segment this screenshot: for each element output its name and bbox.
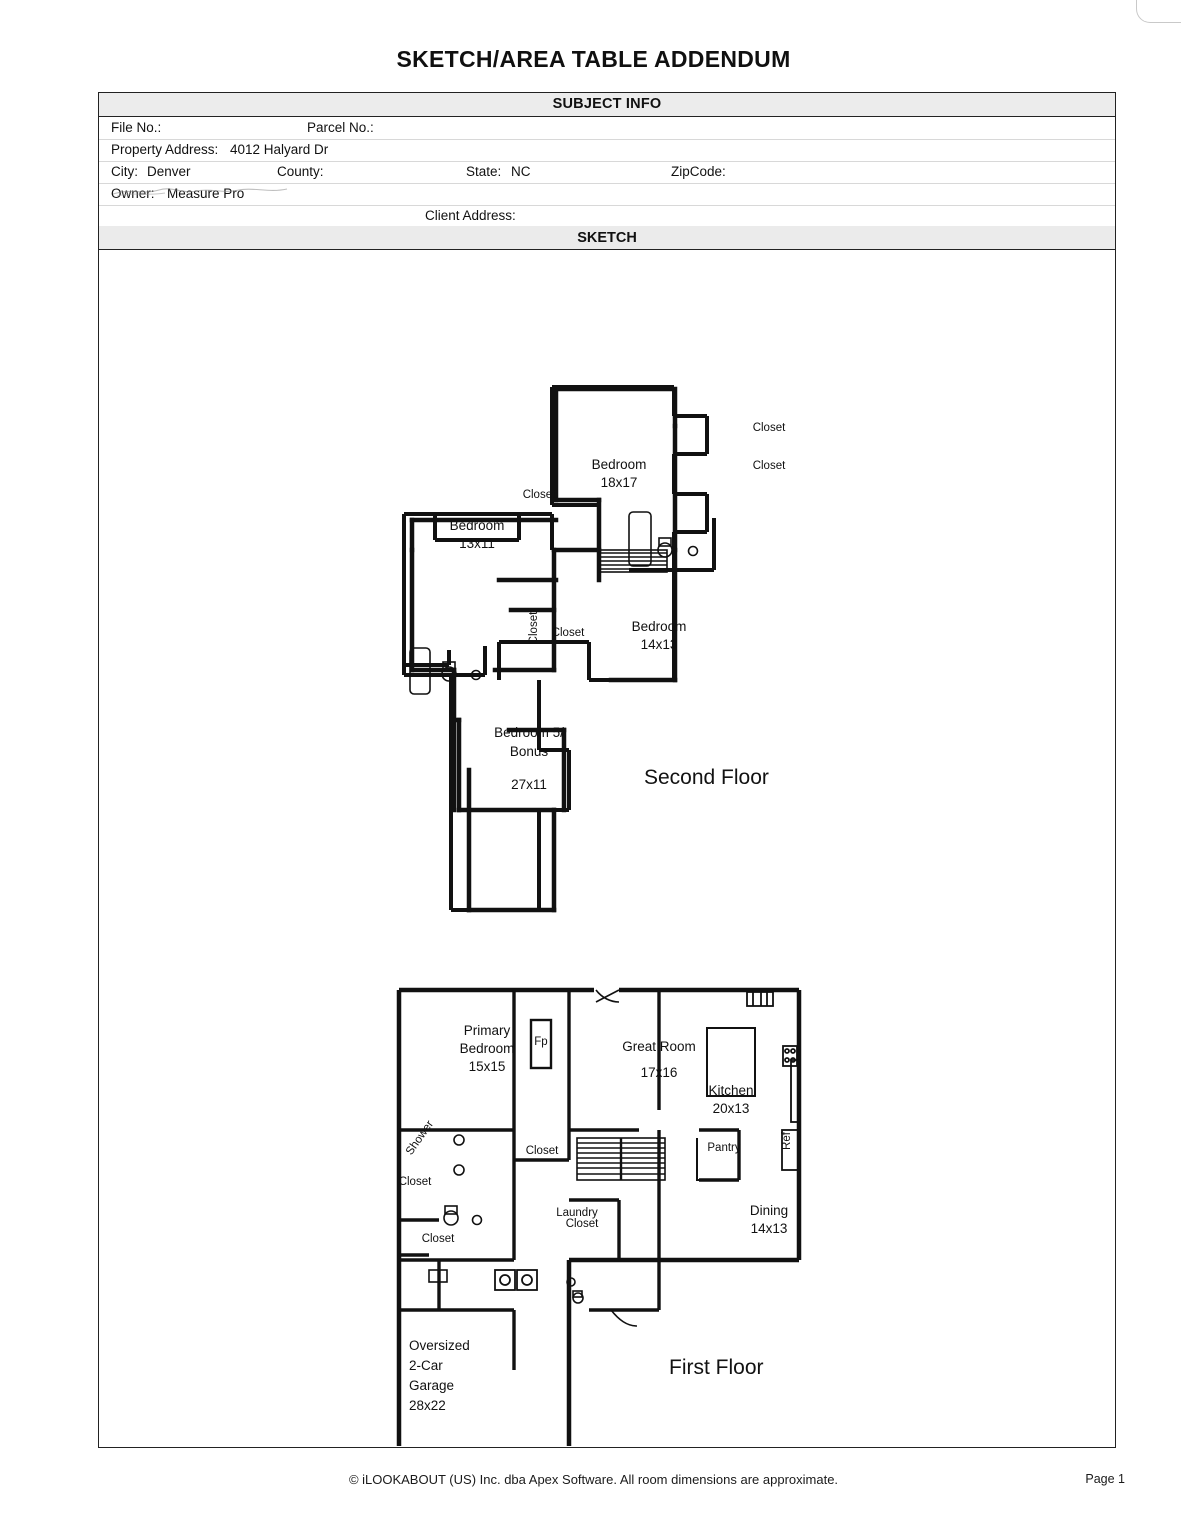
parcel-no-label: Parcel No.: bbox=[307, 120, 374, 135]
room-bonus-line1: Bedroom 5/ bbox=[494, 725, 564, 740]
closet-label: Closet bbox=[752, 460, 786, 472]
page-number: Page 1 bbox=[1085, 1472, 1125, 1486]
subject-row-5 bbox=[99, 205, 1115, 228]
room-dining: Dining bbox=[749, 1203, 789, 1218]
closet-label: Closet bbox=[398, 1176, 432, 1188]
footer-copyright: © iLOOKABOUT (US) Inc. dba Apex Software. All room dimensions are approximate. bbox=[348, 1472, 839, 1487]
subject-info-header: SUBJECT INFO bbox=[99, 93, 1115, 117]
property-address-value: 4012 Halyard Dr bbox=[230, 142, 329, 157]
room-garage-dims: 28x22 bbox=[409, 1398, 446, 1413]
file-no-label: File No.: bbox=[111, 120, 162, 135]
room-primary-dims: 15x15 bbox=[468, 1059, 506, 1074]
fireplace-label: Fp bbox=[534, 1036, 548, 1048]
room-bedroom-18x17: Bedroom bbox=[591, 457, 647, 472]
room-bonus-dims: 27x11 bbox=[511, 777, 547, 792]
closet-label: Closet bbox=[752, 422, 786, 434]
room-garage-line1: Oversized bbox=[409, 1338, 470, 1353]
owner-label: Owner: bbox=[111, 186, 155, 201]
client-address-label: Client Address: bbox=[425, 208, 516, 223]
closet-label: Closet bbox=[522, 489, 556, 501]
handwritten-mark bbox=[111, 185, 301, 197]
property-address-label: Property Address: bbox=[111, 142, 219, 157]
shower-label: Shower bbox=[403, 1118, 437, 1158]
sketch-header: SKETCH bbox=[99, 226, 1115, 250]
refrigerator-label: Ref bbox=[781, 1132, 793, 1150]
owner-value: Measure Pro bbox=[167, 186, 245, 201]
room-bedroom-13x11-dims: 13x11 bbox=[459, 536, 495, 551]
subject-row-1 bbox=[99, 117, 1115, 140]
room-great-room: Great Room bbox=[622, 1039, 696, 1054]
pantry-label: Pantry bbox=[707, 1142, 741, 1154]
floorplan-drawing bbox=[99, 250, 1115, 1446]
closet-label: Closet bbox=[528, 611, 540, 645]
zipcode-label: ZipCode: bbox=[671, 164, 726, 179]
state-value: NC bbox=[511, 164, 531, 179]
closet-label: Closet bbox=[421, 1233, 455, 1245]
closet-label: Closet bbox=[525, 1145, 559, 1157]
room-bedroom-14x13-dims: 14x13 bbox=[640, 637, 678, 652]
room-great-room-dims: 17x16 bbox=[640, 1065, 678, 1080]
state-label: State: bbox=[466, 164, 502, 179]
page-title: SKETCH/AREA TABLE ADDENDUM bbox=[396, 46, 791, 72]
room-kitchen-dims: 20x13 bbox=[712, 1101, 750, 1116]
room-primary-line2: Bedroom bbox=[459, 1041, 515, 1056]
addendum-form bbox=[98, 92, 1116, 1448]
second-floor-label: Second Floor bbox=[644, 766, 769, 789]
city-label: City: bbox=[111, 164, 138, 179]
room-garage-line2: 2-Car bbox=[409, 1358, 443, 1373]
room-dining-dims: 14x13 bbox=[750, 1221, 788, 1236]
subject-info-block bbox=[99, 117, 1115, 228]
city-value: Denver bbox=[147, 164, 191, 179]
room-garage-line3: Garage bbox=[409, 1378, 455, 1393]
subject-row-3 bbox=[99, 161, 1115, 184]
room-bedroom-13x11: Bedroom bbox=[449, 518, 505, 533]
county-label: County: bbox=[277, 164, 324, 179]
room-primary-line1: Primary bbox=[463, 1023, 511, 1038]
closet-label: Closet bbox=[551, 627, 585, 639]
page-corner-fold bbox=[1136, 0, 1181, 23]
room-bedroom-14x13: Bedroom bbox=[631, 619, 687, 634]
sketch-canvas bbox=[99, 250, 1115, 1446]
laundry-label: Laundry bbox=[556, 1207, 598, 1219]
closet-label: Closet bbox=[565, 1218, 599, 1230]
room-kitchen: Kitchen bbox=[708, 1083, 754, 1098]
room-bedroom-18x17-dims: 18x17 bbox=[600, 475, 638, 490]
room-bonus-line2: Bonus bbox=[509, 744, 549, 759]
first-floor-label: First Floor bbox=[669, 1356, 764, 1379]
